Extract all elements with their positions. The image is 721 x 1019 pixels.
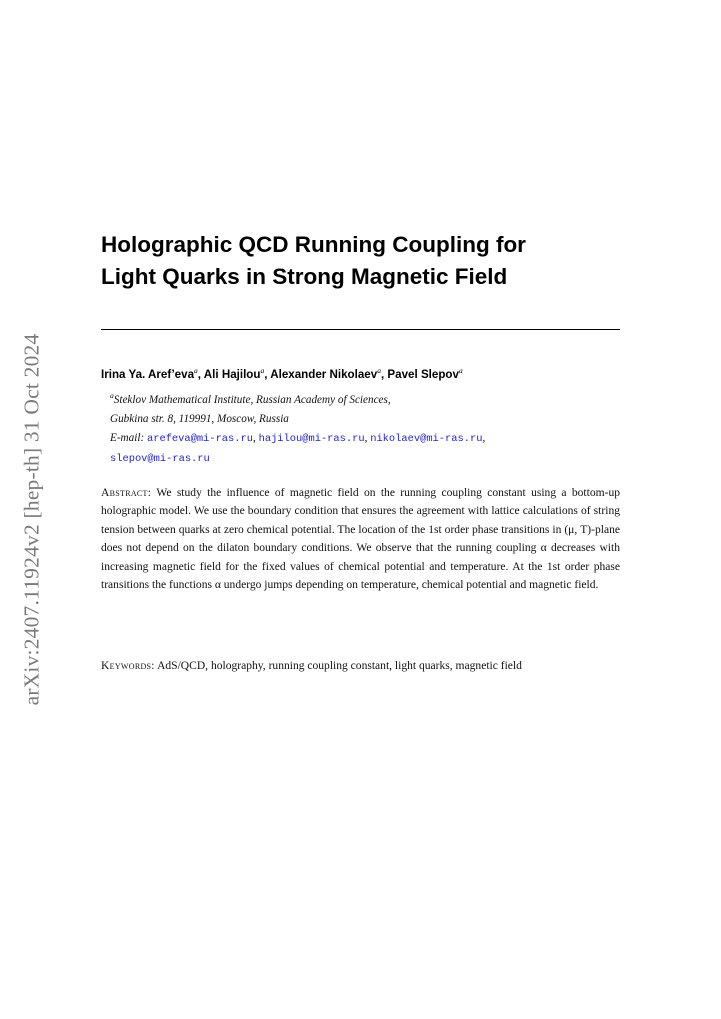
title-line-1: Holographic QCD Running Coupling for [101, 232, 526, 257]
keywords [101, 657, 620, 675]
author-name: Irina Ya. Aref’eva [101, 368, 195, 381]
paper-title [101, 229, 641, 293]
email-link-arefeva[interactable]: arefeva@mi-ras.ru [146, 433, 253, 445]
affiliation [110, 391, 620, 429]
email-label: E-mail: [110, 432, 145, 444]
affiliation-line-2: Gubkina str. 8, 119991, Moscow, Russia [110, 413, 289, 425]
email-link-hajilou[interactable]: hajilou@mi-ras.ru [258, 433, 365, 445]
affiliation-marker: a [260, 366, 265, 375]
author-list: Irina Ya. Aref’eva$^a$, Ali Hajilou$^a$, Alexander Nikolaev$^a$, Pavel Slepov$^a$ [101, 366, 463, 381]
affiliation-marker: a [458, 366, 463, 375]
affiliation-marker: a [377, 366, 381, 375]
arxiv-identifier: arXiv:2407.11924v2 [hep-th] 31 Oct 2024 [19, 333, 44, 706]
author-name: Alexander Nikolaev [270, 368, 378, 381]
author-name: Ali Hajilou [203, 368, 261, 381]
affiliation-line-1 [110, 391, 620, 410]
affiliation-institute: Steklov Mathematical Institute, Russian Academy of Sciences, [113, 394, 391, 406]
abstract [101, 484, 620, 595]
email-block: E-mail: arefeva@mi-ras.ru, hajilou@mi-ras.ru, nikolaev@mi-ras.ru, slepov@mi-ras.ru [110, 432, 486, 465]
arxiv-stamp [12, 322, 52, 717]
abstract-label: Abstract: [101, 487, 152, 499]
title-line-2: Light Quarks in Strong Magnetic Field [101, 264, 508, 289]
email-link-nikolaev[interactable]: nikolaev@mi-ras.ru [370, 433, 483, 445]
affiliation-marker: a [110, 391, 114, 400]
affiliation-marker: a [194, 366, 198, 375]
keywords-label: Keywords: [101, 660, 155, 672]
abstract-text: We study the influence of magnetic field on the running coupling constant using a bottom-up holographic model. We use the boundary condition that ensures the agreement with lattice calculations of string tension between quarks at zero chemical potential. The location of the 1st order phase transitions in (μ, T)-plane does not depend on the dilaton boundary conditions. We observe that the running coupling α decreases with increasing magnetic field for the fixed values of chemical potential and temperature. At the 1st order phase transitions the functions α undergo jumps depending on temperature, chemical potential and magnetic field. [101, 487, 620, 592]
keywords-text: AdS/QCD, holography, running coupling constant, light quarks, magnetic field [157, 660, 522, 672]
title-rule [101, 329, 620, 330]
author-name: Pavel Slepov [387, 368, 459, 381]
email-link-slepov[interactable]: slepov@mi-ras.ru [110, 453, 210, 465]
